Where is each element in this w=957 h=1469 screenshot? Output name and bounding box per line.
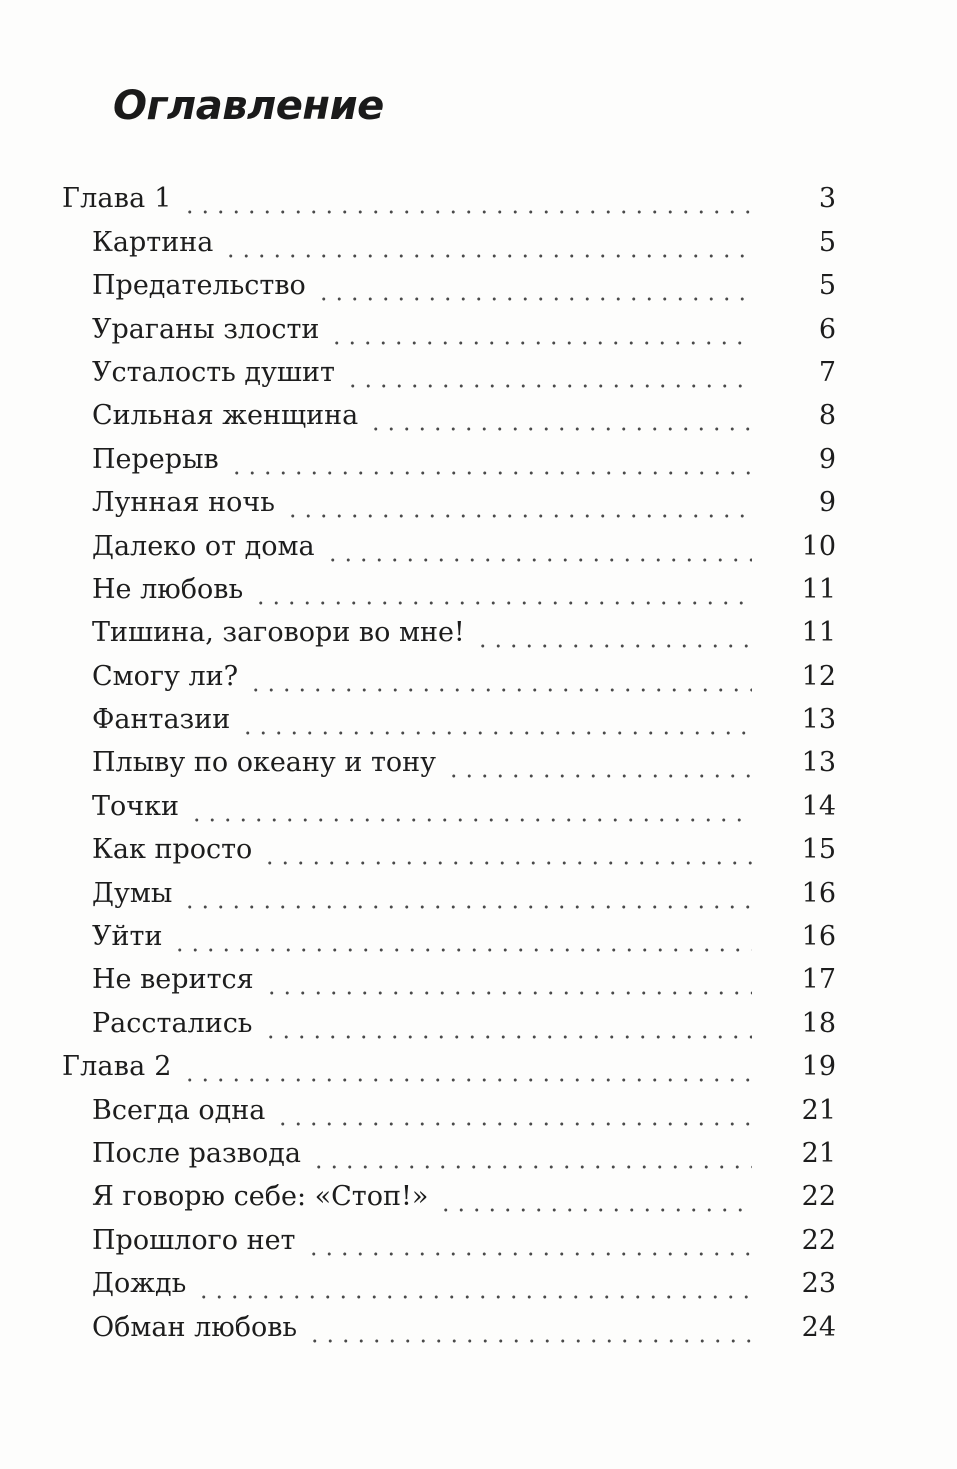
toc-entry-title: Картина: [92, 224, 223, 262]
toc-page-number: 7: [818, 356, 836, 388]
toc-section-entry: [0, 522, 957, 565]
dot-leader: [240, 701, 752, 739]
toc-section-entry: [0, 566, 957, 609]
toc-page-number: 21: [801, 1137, 836, 1169]
toc-page-number: 12: [801, 660, 836, 692]
dot-leader: [182, 875, 752, 913]
toc-entry-title: Предательство: [92, 267, 316, 305]
toc-section-entry: [0, 349, 957, 392]
toc-page-number: 8: [818, 400, 836, 432]
toc-page-number: 10: [801, 530, 836, 562]
toc-page-number: 15: [801, 834, 836, 866]
toc-entry-title: Я говорю себе: «Стоп!»: [92, 1178, 438, 1216]
toc-section-entry: [0, 1260, 957, 1303]
toc-page-number: 14: [801, 790, 836, 822]
toc-entry-title: Не любовь: [92, 571, 253, 609]
toc-page-number: 3: [818, 183, 836, 215]
toc-page-number: 17: [801, 964, 836, 996]
dot-leader: [275, 1092, 752, 1130]
table-of-contents: [0, 175, 957, 1347]
dot-leader: [196, 1265, 752, 1303]
toc-entry-title: Глава 1: [62, 180, 182, 218]
toc-entry-title: Далеко от дома: [92, 528, 325, 566]
toc-page-number: 19: [801, 1051, 836, 1083]
toc-section-entry: [0, 956, 957, 999]
dot-leader: [329, 311, 752, 349]
toc-page-number: 22: [801, 1224, 836, 1256]
toc-entry-title: Всегда одна: [92, 1092, 275, 1130]
toc-page-number: 16: [801, 921, 836, 953]
toc-section-entry: [0, 739, 957, 782]
toc-entry-title: Смогу ли?: [92, 658, 248, 696]
toc-page-number: 6: [818, 313, 836, 345]
toc-entry-title: Ураганы злости: [92, 311, 329, 349]
dot-leader: [438, 1178, 752, 1216]
toc-title: Оглавление: [113, 83, 384, 129]
toc-section-entry: [0, 1086, 957, 1129]
toc-chapter-entry: [0, 1043, 957, 1086]
toc-entry-title: Фантазии: [92, 701, 240, 739]
toc-page-number: 21: [801, 1094, 836, 1126]
toc-page-number: 9: [818, 443, 836, 475]
dot-leader: [262, 831, 752, 869]
toc-page-number: 11: [801, 617, 836, 649]
dot-leader: [189, 788, 752, 826]
toc-section-entry: [0, 782, 957, 825]
dot-leader: [248, 658, 752, 696]
dot-leader: [325, 528, 752, 566]
dot-leader: [368, 397, 752, 435]
toc-section-entry: [0, 392, 957, 435]
toc-entry-title: Плыву по океану и тону: [92, 744, 446, 782]
toc-page-number: 13: [801, 747, 836, 779]
toc-section-entry: [0, 652, 957, 695]
toc-entry-title: Точки: [92, 788, 189, 826]
toc-entry-title: Дождь: [92, 1265, 196, 1303]
toc-section-entry: [0, 479, 957, 522]
dot-leader: [182, 1048, 752, 1086]
toc-page-number: 5: [818, 270, 836, 302]
toc-page-number: 18: [801, 1007, 836, 1039]
toc-section-entry: [0, 913, 957, 956]
toc-section-entry: [0, 305, 957, 348]
toc-page-number: 23: [801, 1268, 836, 1300]
toc-section-entry: [0, 696, 957, 739]
toc-entry-title: Перерыв: [92, 441, 229, 479]
dot-leader: [475, 614, 752, 652]
toc-entry-title: После развода: [92, 1135, 311, 1173]
toc-page-number: 5: [818, 226, 836, 258]
toc-section-entry: [0, 435, 957, 478]
toc-section-entry: [0, 999, 957, 1042]
dot-leader: [263, 1005, 752, 1043]
dot-leader: [446, 744, 752, 782]
toc-section-entry: [0, 1173, 957, 1216]
dot-leader: [306, 1222, 753, 1260]
dot-leader: [172, 918, 752, 956]
toc-section-entry: [0, 1130, 957, 1173]
dot-leader: [182, 180, 752, 218]
toc-section-entry: [0, 869, 957, 912]
dot-leader: [311, 1135, 752, 1173]
toc-page-number: 11: [801, 573, 836, 605]
dot-leader: [223, 224, 752, 262]
toc-section-entry: [0, 218, 957, 261]
toc-chapter-entry: [0, 175, 957, 218]
dot-leader: [345, 354, 752, 392]
toc-entry-title: Тишина, заговори во мне!: [92, 614, 475, 652]
dot-leader: [285, 484, 752, 522]
toc-entry-title: Расстались: [92, 1005, 263, 1043]
dot-leader: [229, 441, 752, 479]
toc-entry-title: Не верится: [92, 961, 264, 999]
toc-entry-title: Усталость душит: [92, 354, 345, 392]
toc-entry-title: Прошлого нет: [92, 1222, 306, 1260]
toc-entry-title: Обман любовь: [92, 1309, 307, 1347]
toc-entry-title: Глава 2: [62, 1048, 182, 1086]
toc-entry-title: Думы: [92, 875, 182, 913]
toc-entry-title: Как просто: [92, 831, 262, 869]
toc-page-number: 22: [801, 1181, 836, 1213]
dot-leader: [264, 961, 752, 999]
toc-entry-title: Лунная ночь: [92, 484, 285, 522]
toc-section-entry: [0, 826, 957, 869]
dot-leader: [253, 571, 752, 609]
toc-page-number: 16: [801, 877, 836, 909]
toc-section-entry: [0, 609, 957, 652]
toc-page-number: 9: [818, 487, 836, 519]
toc-section-entry: [0, 1216, 957, 1259]
toc-section-entry: [0, 1303, 957, 1346]
toc-page-number: 24: [801, 1311, 836, 1343]
dot-leader: [316, 267, 752, 305]
dot-leader: [307, 1309, 752, 1347]
toc-entry-title: Сильная женщина: [92, 397, 368, 435]
toc-section-entry: [0, 262, 957, 305]
toc-entry-title: Уйти: [92, 918, 172, 956]
toc-page-number: 13: [801, 704, 836, 736]
